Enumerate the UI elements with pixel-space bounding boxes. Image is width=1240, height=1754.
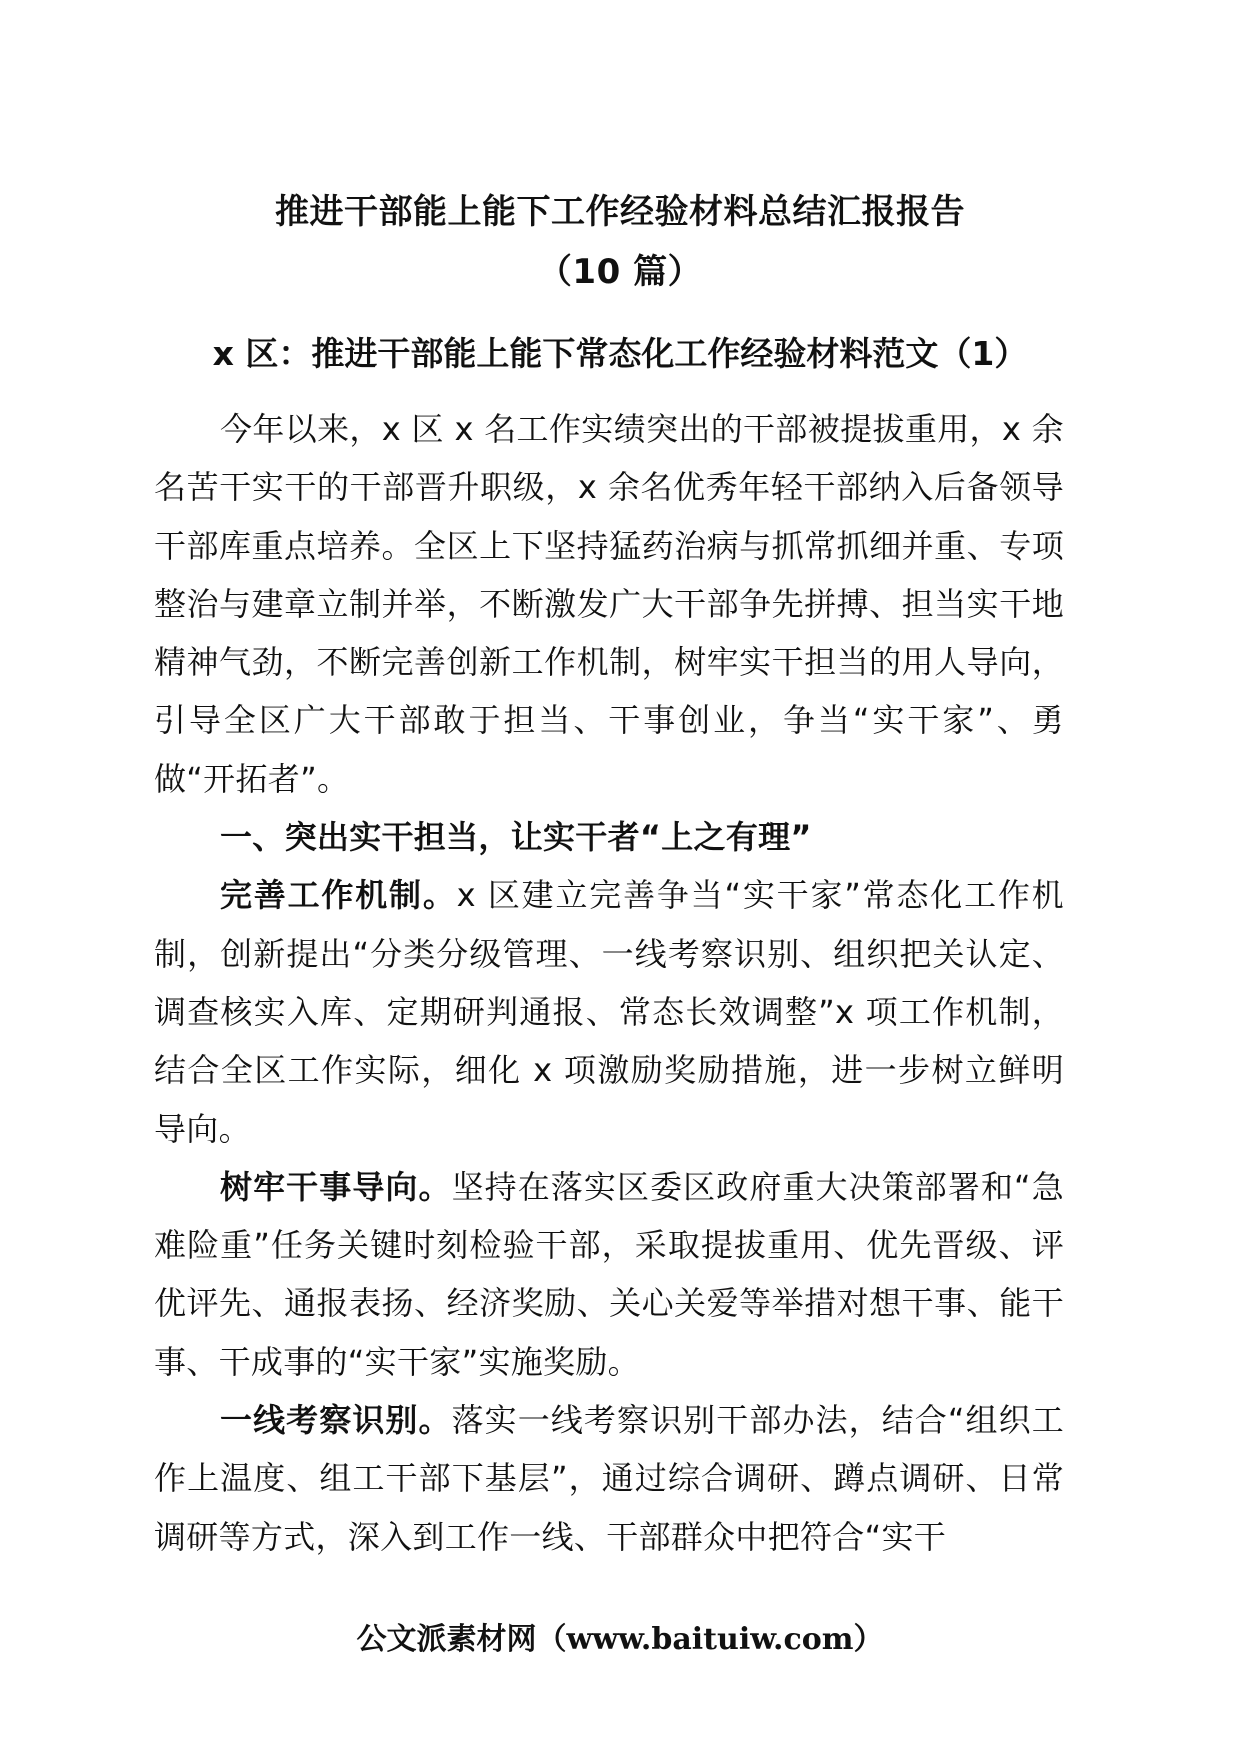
paragraph-lead: 树牢干事导向。 [220, 1167, 452, 1206]
intro-paragraph: 今年以来，x 区 x 名工作实绩突出的干部被提拔重用，x 余名苦干实干的干部晋升职级，x 余名优秀年轻干部纳入后备领导干部库重点培养。全区上下坚持猛药治病与抓常抓细并重、专项整治与建章立制并举，不断激发广大干部争先拼搏、担当实干地精神气劲，不断完善创新工作机制，树牢实干担当的用人导向，引导全区广大干部敢于担当、干事创业，争当“实干家”、勇做“开拓者”。 [154, 410, 1064, 798]
paragraph-text: 落实一线考察识别干部办法，结合“组织工作上温度、组工干部下基层”，通过综合调研、蹲点调研、日常调研等方式，深入到工作一线、干部群众中把符合“实干 [154, 1401, 1064, 1556]
footer-watermark: 公文派素材网（www.baituiw.com） [356, 1622, 884, 1657]
section-heading: 一、突出实干担当，让实干者“上之有理” [220, 818, 812, 857]
paragraph-work-orientation [154, 1158, 1064, 1391]
paragraph-text: x 区建立完善争当“实干家”常态化工作机制，创新提出“分类分级管理、一线考察识别、组织把关认定、调查核实入库、定期研判通报、常态长效调整”x 项工作机制，结合全区工作实际，细化 x 项激励奖励措施，进一步树立鲜明导向。 [154, 876, 1064, 1148]
paragraph-lead: 一线考察识别。 [220, 1401, 452, 1440]
paragraph-work-mechanism [154, 866, 1064, 1157]
article-subtitle: x 区：推进干部能上能下常态化工作经验材料范文（1） [212, 334, 1028, 373]
paragraph-text: 坚持在落实区委区政府重大决策部署和“急难险重”任务关键时刻检验干部，采取提拔重用、优先晋级、评优评先、通报表扬、经济奖励、关心关爱等举措对想干事、能干事、干成事的“实干家”实施奖励。 [154, 1167, 1064, 1381]
paragraph-lead: 完善工作机制。 [220, 876, 457, 915]
document-title-count: （10 篇） [537, 252, 703, 292]
document-body [154, 400, 1064, 1566]
document-title: 推进干部能上能下工作经验材料总结汇报报告 [275, 192, 965, 232]
paragraph-frontline-inspection [154, 1391, 1064, 1566]
